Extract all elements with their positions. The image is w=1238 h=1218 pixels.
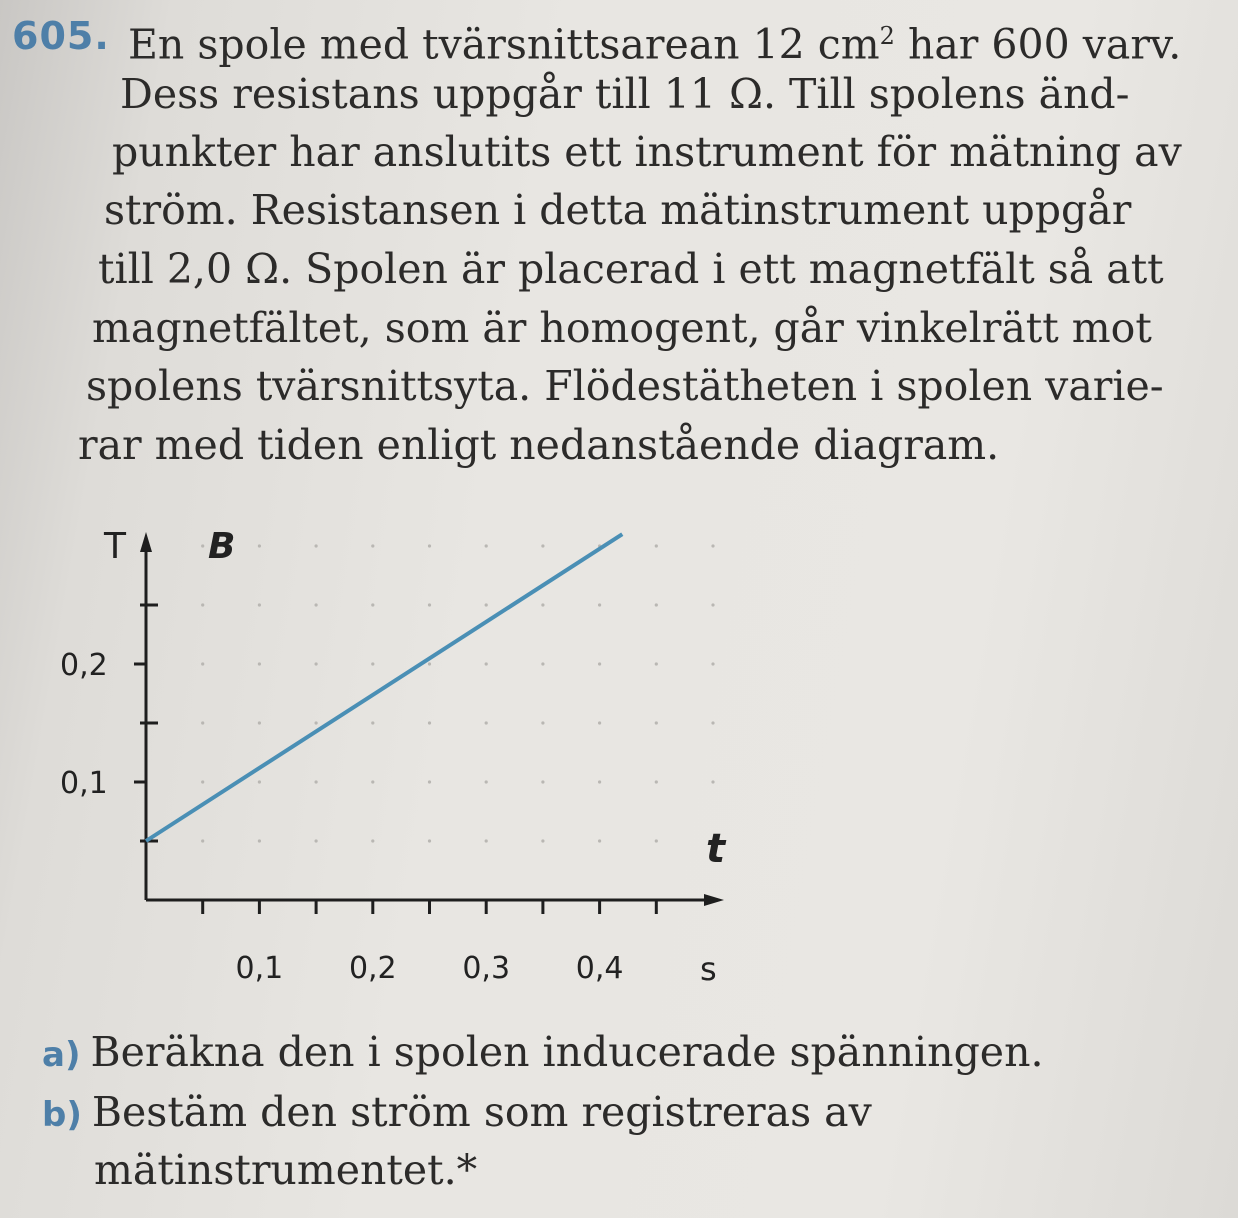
y-ticks xyxy=(60,605,158,841)
grid-dot xyxy=(201,662,204,665)
grid-dot xyxy=(428,780,431,783)
grid-dot xyxy=(541,780,544,783)
text-line-8: rar med tiden enligt nedanstående diagram. xyxy=(78,421,1000,469)
grid-dot xyxy=(371,662,374,665)
grid-dot xyxy=(541,603,544,606)
question-a-label: a) xyxy=(42,1035,81,1075)
grid-dot xyxy=(485,603,488,606)
grid-dot xyxy=(655,603,658,606)
grid-dot xyxy=(428,662,431,665)
grid-dot xyxy=(315,603,318,606)
grid-dot xyxy=(541,839,544,842)
grid-dot xyxy=(541,544,544,547)
grid-dot xyxy=(598,780,601,783)
grid-dot xyxy=(258,662,261,665)
y-unit-label: T xyxy=(104,526,126,567)
grid-dot xyxy=(201,603,204,606)
text-line-4: ström. Resistansen i detta mätinstrument uppgår xyxy=(104,186,1132,234)
grid-dot xyxy=(258,721,261,724)
grid-dot xyxy=(711,603,714,606)
grid-dot xyxy=(371,721,374,724)
grid-dot xyxy=(598,662,601,665)
x-tick-label: 0,3 xyxy=(462,951,511,986)
grid-dot xyxy=(485,839,488,842)
question-b-label: b) xyxy=(42,1095,82,1135)
grid-dot xyxy=(371,839,374,842)
grid-dot xyxy=(258,780,261,783)
grid-dot xyxy=(485,721,488,724)
grid-dot xyxy=(655,662,658,665)
grid-dot xyxy=(428,544,431,547)
grid-dot xyxy=(655,721,658,724)
series-line-b xyxy=(146,534,622,841)
grid-dot xyxy=(711,662,714,665)
grid-dot xyxy=(655,839,658,842)
grid-dot xyxy=(371,544,374,547)
x-unit-label: s xyxy=(700,950,717,988)
grid-dot xyxy=(428,721,431,724)
grid-dot xyxy=(541,721,544,724)
text-line-7: spolens tvärsnittsyta. Flödestätheten i spolen varie- xyxy=(86,362,1164,410)
grid-dot xyxy=(598,721,601,724)
grid-dot xyxy=(655,780,658,783)
grid-dot xyxy=(598,839,601,842)
grid-dot xyxy=(371,780,374,783)
superscript-2: 2 xyxy=(879,22,895,50)
x-tick-label: 0,4 xyxy=(575,951,624,986)
grid-dot xyxy=(201,544,204,547)
grid-dot xyxy=(428,839,431,842)
question-b xyxy=(42,1088,872,1136)
text-line-5: till 2,0 Ω. Spolen är placerad i ett magnetfält så att xyxy=(98,245,1164,293)
series-group xyxy=(146,534,622,841)
grid-dot xyxy=(371,603,374,606)
grid-dot xyxy=(258,603,261,606)
grid-dot xyxy=(711,544,714,547)
x-symbol-label: t xyxy=(706,826,726,872)
grid-dot xyxy=(201,839,204,842)
x-axis-arrow xyxy=(704,894,724,906)
y-axis-arrow xyxy=(140,532,152,552)
grid-dot xyxy=(541,662,544,665)
grid-dot xyxy=(315,662,318,665)
grid-dots xyxy=(201,544,715,842)
chart-svg xyxy=(0,500,780,1020)
text-line-3: punkter har anslutits ett instrument för mätning av xyxy=(112,128,1182,176)
text-line-2: Dess resistans uppgår till 11 Ω. Till spolens änd- xyxy=(120,70,1130,118)
grid-dot xyxy=(201,721,204,724)
y-tick-label: 0,1 xyxy=(60,766,108,801)
text-line-1: En spole med tvärsnittsarean 12 $cm^2$ har 600 varv. xyxy=(128,20,1182,69)
grid-dot xyxy=(201,780,204,783)
grid-dot xyxy=(315,780,318,783)
text-line-6: magnetfältet, som är homogent, går vinkelrätt mot xyxy=(92,304,1152,352)
x-tick-label: 0,1 xyxy=(235,951,284,986)
problem-number: 605. xyxy=(12,14,110,58)
grid-dot xyxy=(598,603,601,606)
grid-dot xyxy=(711,780,714,783)
question-a-text: Beräkna den i spolen inducerade spänningen. xyxy=(90,1028,1044,1076)
grid-dot xyxy=(258,839,261,842)
question-b-continued: mätinstrumentet.* xyxy=(94,1146,478,1194)
y-symbol-label: B xyxy=(208,526,236,567)
grid-dot xyxy=(315,721,318,724)
grid-dot xyxy=(485,544,488,547)
y-tick-label: 0,2 xyxy=(60,648,108,683)
grid-dot xyxy=(485,780,488,783)
x-ticks xyxy=(203,900,657,986)
grid-dot xyxy=(315,544,318,547)
b-t-diagram xyxy=(0,500,780,1020)
grid-dot xyxy=(428,603,431,606)
grid-dot xyxy=(655,544,658,547)
x-tick-label: 0,2 xyxy=(348,951,397,986)
grid-dot xyxy=(258,544,261,547)
grid-dot xyxy=(315,839,318,842)
question-b-text: Bestäm den ström som registreras av xyxy=(91,1088,872,1136)
grid-dot xyxy=(485,662,488,665)
question-a xyxy=(42,1028,1044,1076)
grid-dot xyxy=(711,721,714,724)
